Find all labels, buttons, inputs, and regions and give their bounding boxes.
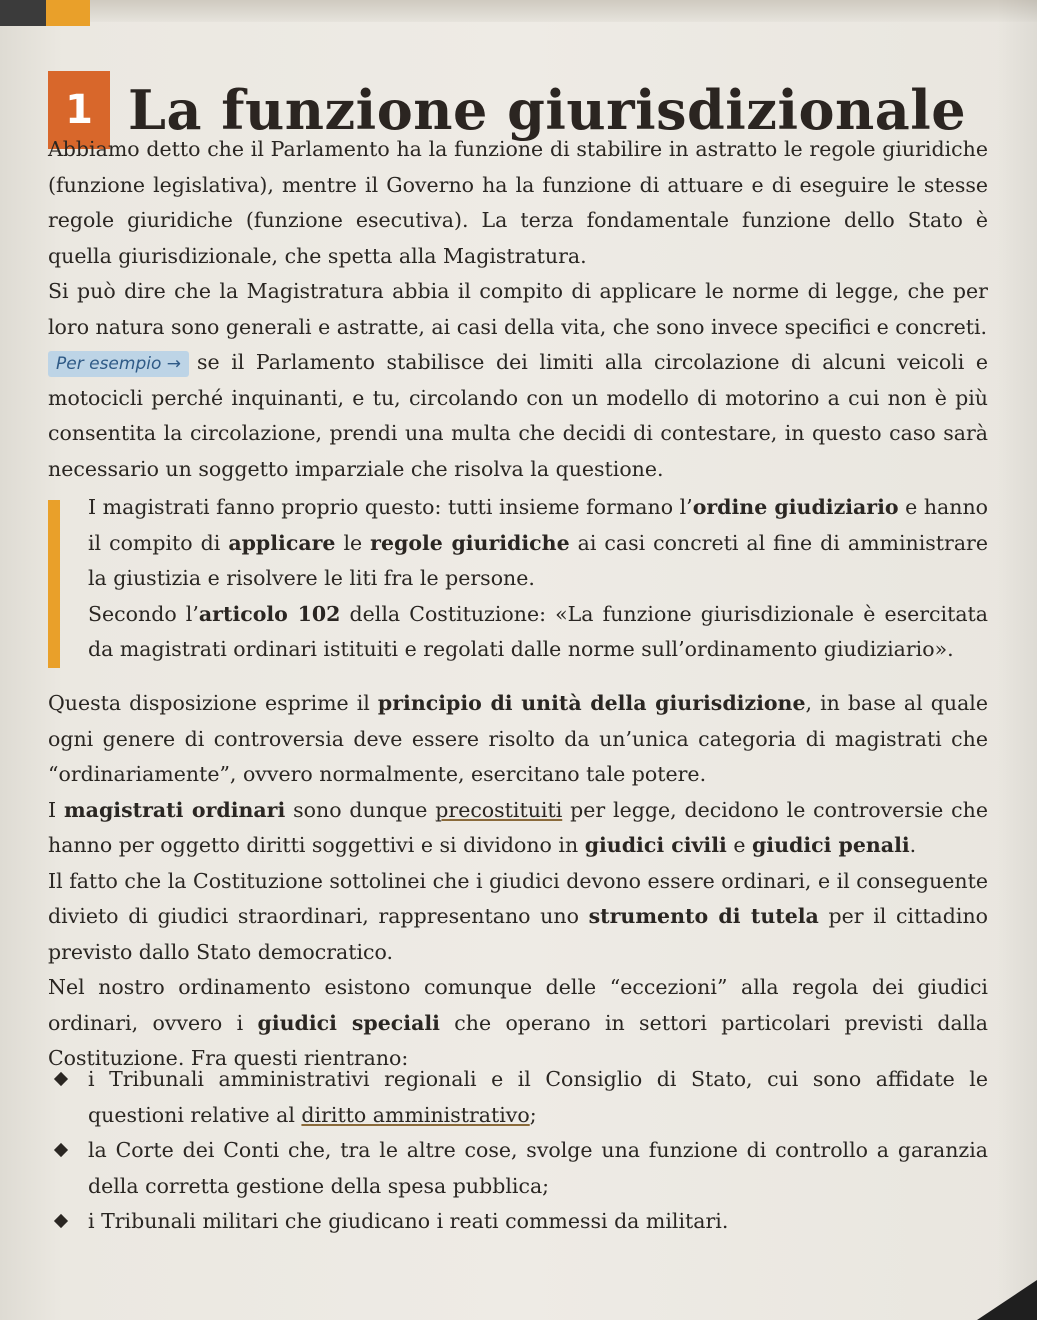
section-number: 1 [48, 71, 110, 149]
text-span: Secondo l’ [88, 601, 199, 626]
bold-term: giudici civili [584, 833, 727, 857]
text-span: e [726, 833, 752, 857]
diamond-bullet-icon [54, 1214, 68, 1228]
text-span: le [335, 530, 371, 555]
text-span: e hanno il compito di [88, 495, 988, 555]
text-span: , in base al quale ogni genere di controversia deve essere risolto da un’unica categoria di magistrati che “ordinariamente”, ovvero normalmente, esercitano tale potere. [48, 691, 988, 786]
list-item [48, 1204, 988, 1240]
text-span: che operano in settori particolari previsti dalla Costituzione. Fra questi rientrano: [48, 1010, 988, 1070]
list-item [48, 1133, 988, 1204]
example-text: se il Parlamento stabilisce dei limiti alla circolazione di alcuni veicoli e motocicli perché inquinanti, e tu, circolando con un modello di motorino a cui non è più consentita la circolazione, prendi una multa che decidi di contestare, in questo caso sarà necessario un soggetto imparziale che risolva la questione. [48, 350, 988, 481]
text-span: i Tribunali militari che giudicano i reati commessi da militari. [88, 1209, 729, 1233]
bold-term: magistrati ordinari [63, 797, 286, 822]
text-span: Nel nostro ordinamento esistono comunque delle “eccezioni” alla regola dei giudici ordinari, ovvero i [48, 975, 988, 1035]
text-span: la Corte dei Conti che, tra le altre cose, svolge una funzione di controllo a garanzia della corretta gestione della spesa pubblica; [88, 1138, 988, 1198]
underlined-term: precostituiti [435, 797, 563, 822]
quote-paragraph-1 [88, 490, 988, 597]
example-paragraph [48, 345, 988, 487]
text-span: I magistrati fanno proprio questo: tutti insieme formano l’ [88, 495, 693, 519]
text-span: per legge, decidono le controversie che hanno per oggetto diritti soggettivi e si dividono in [48, 797, 988, 857]
bold-term: articolo 102 [198, 601, 341, 626]
text-span: . [909, 833, 917, 857]
quote-block [88, 490, 988, 668]
page-shadow [997, 0, 1037, 1320]
text-span: Questa disposizione esprime il [48, 691, 378, 715]
underlined-term: diritto amministrativo [301, 1102, 530, 1127]
top-strip [0, 0, 1037, 22]
paragraph-2: Si può dire che la Magistratura abbia il compito di applicare le norme di legge, che per loro natura sono generali e astratte, ai casi della vita, che sono invece specifici e concreti. [48, 279, 988, 339]
text-span: della Costituzione: «La funzione giurisdizionale è esercitata da magistrati ordinari istituiti e regolati dalle norme sull’ordinamento giudiziario». [88, 601, 988, 661]
quote-paragraph-2 [88, 597, 988, 668]
bullet-list [48, 1062, 988, 1240]
top-tab-dark-decoration [0, 0, 46, 26]
bold-term: giudici speciali [257, 1010, 440, 1035]
bold-term: ordine giudiziario [692, 495, 899, 519]
quote-bar [48, 500, 60, 668]
text-span: per il cittadino previsto dallo Stato democratico. [48, 904, 988, 964]
example-tag: Per esempio → [48, 351, 189, 377]
text-span: i Tribunali amministrativi regionali e il Consiglio di Stato, cui sono affidate le questioni relative al [88, 1067, 988, 1127]
paragraph-6 [48, 970, 988, 1077]
paragraph-4 [48, 793, 988, 864]
diamond-bullet-icon [54, 1143, 68, 1157]
bold-term: strumento di tutela [588, 904, 819, 928]
body-block [48, 686, 988, 1077]
bold-term: regole giuridiche [370, 530, 570, 555]
paragraph-1: Abbiamo detto che il Parlamento ha la funzione di stabilire in astratto le regole giuridiche (funzione legislativa), mentre il Governo ha la funzione di attuare e di eseguire le stesse regole giuridiche (funzione esecutiva). La terza fondamentale funzione dello Stato è quella giurisdizionale, che spetta alla Magistratura. [48, 137, 988, 268]
intro-block [48, 132, 988, 487]
section-title: La funzione giurisdizionale [128, 78, 967, 142]
paragraph-3 [48, 686, 988, 793]
text-span: sono dunque [285, 797, 436, 822]
text-span: I [48, 797, 64, 822]
diamond-bullet-icon [54, 1072, 68, 1086]
text-span: ai casi concreti al fine di amministrare la giustizia e risolvere le liti fra le persone. [88, 530, 988, 590]
bold-term: principio di unità della giurisdizione [377, 691, 806, 715]
paragraph-5 [48, 864, 988, 971]
text-span: ; [529, 1102, 537, 1127]
bold-term: applicare [228, 530, 336, 555]
text-span: Il fatto che la Costituzione sottolinei che i giudici devono essere ordinari, e il conseguente divieto di giudici straordinari, rappresentano uno [48, 868, 988, 928]
bold-term: giudici penali [751, 833, 910, 857]
list-item [48, 1062, 988, 1133]
